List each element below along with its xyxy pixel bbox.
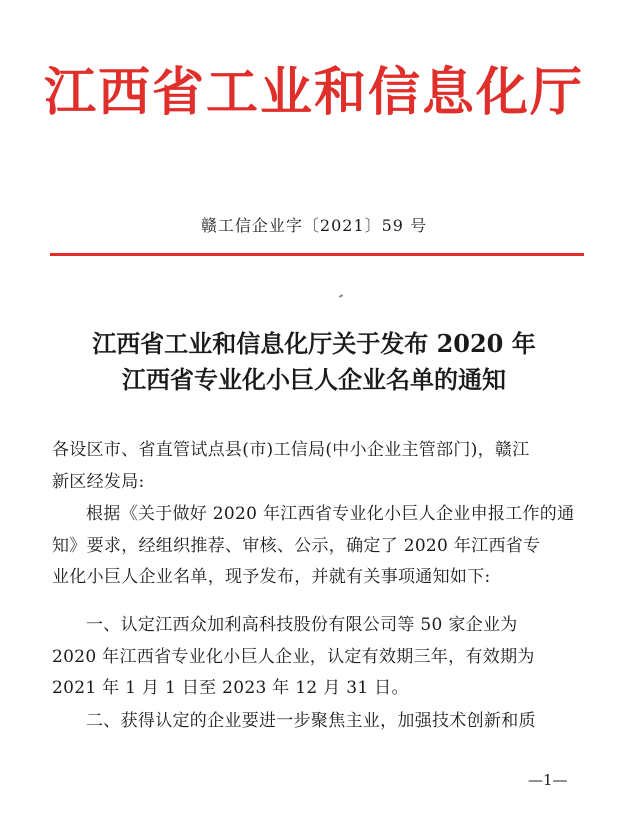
paragraph-line: 2020 年江西省专业化小巨人企业，认定有效期三年，有效期为 (52, 646, 535, 667)
paragraph-line: 二、获得认定的企业要进一步聚焦主业，加强技术创新和质 (86, 711, 536, 731)
body-paragraph-item-two (52, 706, 582, 738)
addressee-line-1: 各设区市、省直管试点县(市)工信局(中小企业主管部门)，赣江 (52, 440, 530, 460)
paragraph-line: 根据《关于做好 2020 年江西省专业化小巨人企业申报工作的通 (86, 504, 575, 524)
paragraph-line: 一、认定江西众加利高科技股份有限公司等 50 家企业为 (86, 615, 518, 635)
paragraph-line: 业化小巨人企业名单，现予发布，并就有关事项通知如下: (52, 567, 491, 587)
paragraph-line: 2021 年 1 月 1 日至 2023 年 12 月 31 日。 (52, 678, 409, 698)
document-number: 赣工信企业字〔2021〕59 号 (200, 216, 428, 235)
paragraph-line: 知》要求，经组织推荐、审核、公示，确定了 2020 年江西省专 (52, 535, 541, 556)
stray-ink-mark (339, 294, 343, 298)
addressee-paragraph (52, 435, 582, 498)
addressee-line-2: 新区经发局: (52, 471, 145, 492)
notice-title-line-1: 江西省工业和信息化厅关于发布 2020 年 (92, 329, 536, 358)
body-paragraph-item-one (52, 610, 582, 705)
page-number: —1— (528, 771, 568, 789)
body-paragraph-basis (52, 499, 582, 594)
red-divider-line (50, 253, 584, 256)
notice-title-line-2: 江西省专业化小巨人企业名单的通知 (122, 365, 506, 394)
issuer-masthead: 江西省工业和信息化厅 (43, 62, 584, 123)
notice-title (0, 326, 628, 398)
